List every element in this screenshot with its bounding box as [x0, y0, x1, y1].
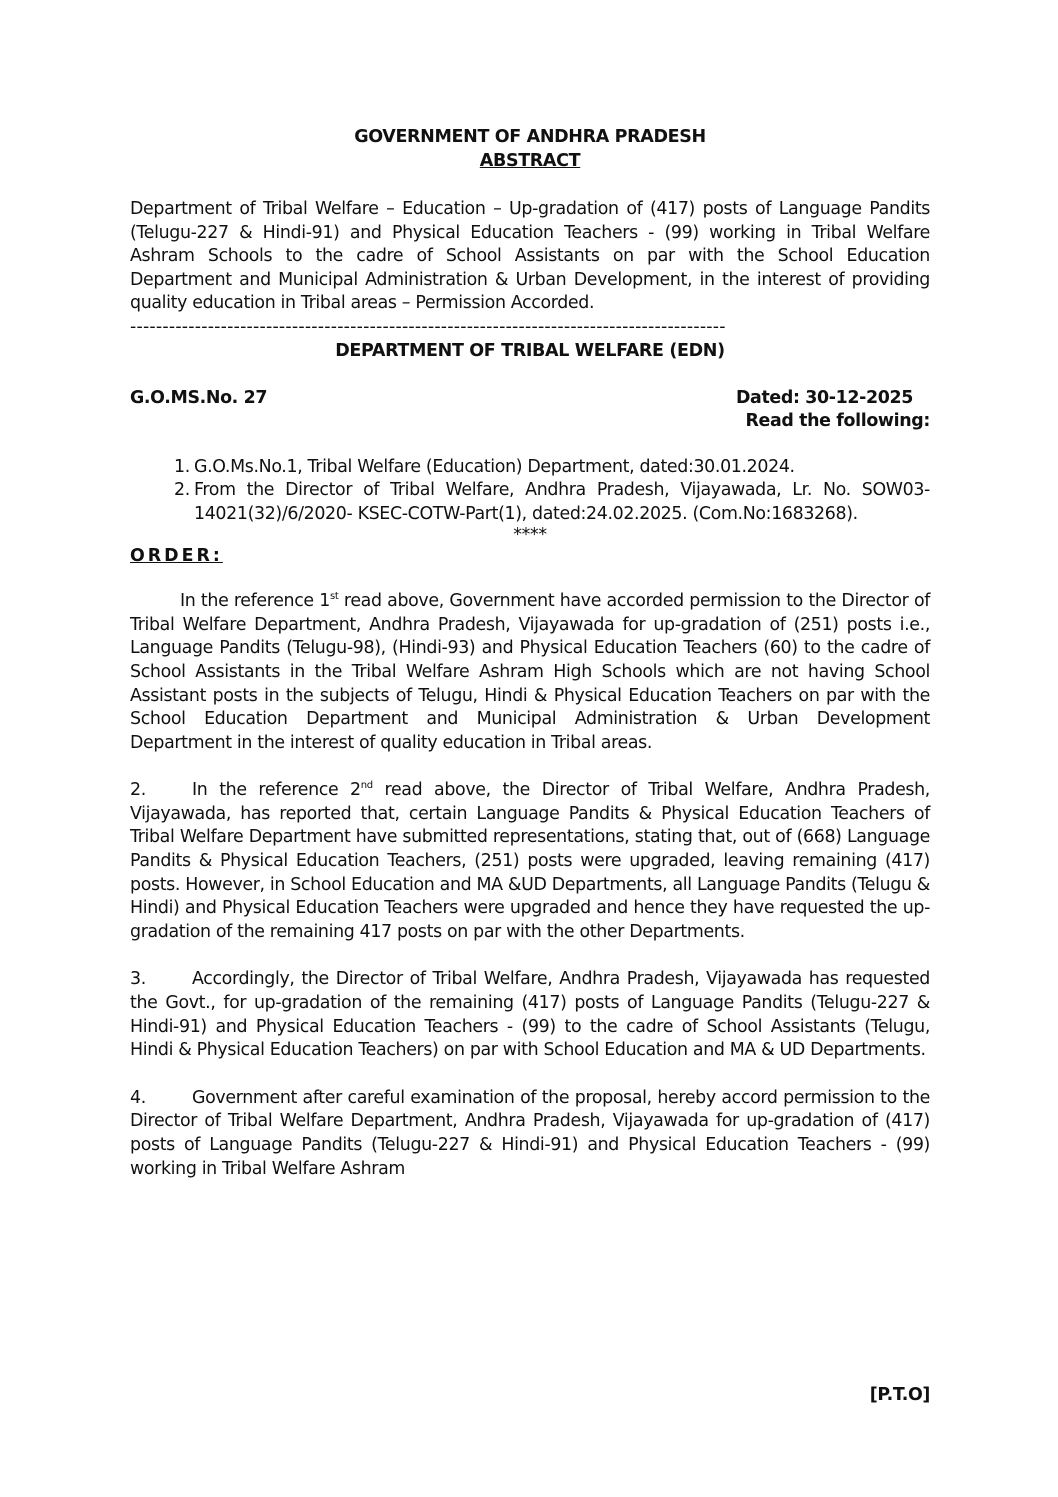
reference-item	[130, 479, 930, 526]
ordinal-suffix: st	[329, 591, 339, 603]
paragraph-text: In the reference 1	[180, 591, 330, 612]
reference-number: 2.	[174, 480, 190, 501]
reference-text: From the Director of Tribal Welfare, Andhra Pradesh, Vijayawada, Lr. No. SOW03-14021(32)/6/2020- KSEC-COTW-Part(1), dated:24.02.2025. (Com.No:1683268).	[194, 480, 930, 524]
government-heading: GOVERNMENT OF ANDHRA PRADESH	[354, 127, 706, 147]
divider-line: --------------------------------------------------------------------------------------------	[130, 317, 726, 336]
paragraph-number: 2.	[130, 780, 146, 801]
separator-stars: ****	[513, 524, 547, 545]
paragraph-text: read above, Government have accorded permission to the Director of Tribal Welfare Department, Andhra Pradesh, Vijayawada for up-gradation of (251) posts i.e., Language Pandits (Telugu-98), (Hindi-93) and Physical Education Teachers (60) to the cadre of School Assistants in the Tribal Welfare Ashram High Schools which are not having School Assistant posts in the subjects of Telugu, Hindi & Physical Education Teachers on par with the School Education Department and Municipal Administration & Urban Development Department in the interest of quality education in Tribal areas.	[130, 591, 931, 753]
paragraph-text: Government after careful examination of the proposal, hereby accord permission to the Director of Tribal Welfare Department, Andhra Pradesh, Vijayawada for up-gradation of (417) posts of Language Pandits (Telugu-227 & Hindi-91) and Physical Education Teachers - (99) working in Tribal Welfare Ashram	[130, 1087, 930, 1179]
read-following-label: Read the following:	[745, 411, 930, 432]
reference-item	[130, 456, 930, 480]
abstract-heading: ABSTRACT	[479, 151, 581, 171]
order-paragraph-3	[130, 968, 930, 1062]
paragraph-number: 4.	[130, 1087, 146, 1108]
paragraph-text: read above, the Director of Tribal Welfare, Andhra Pradesh, Vijayawada, has reported that, certain Language Pandits & Physical Education Teachers of Tribal Welfare Department have submitted representations, stating that, out of (668) Language Pandits & Physical Education Teachers, (251) posts were upgraded, leaving remaining (417) posts. However, in School Education and MA &UD Departments, all Language Pandits (Telugu & Hindi) and Physical Education Teachers were upgraded and hence they have requested the up-gradation of the remaining 417 posts on par with the other Departments.	[130, 780, 931, 942]
reference-text: G.O.Ms.No.1, Tribal Welfare (Education) Department, dated:30.01.2024.	[194, 456, 795, 477]
go-number: G.O.MS.No. 27	[130, 387, 268, 408]
ordinal-suffix: nd	[360, 780, 373, 792]
abstract-text: Department of Tribal Welfare – Education – Up-gradation of (417) posts of Language Pandits (Telugu-227 & Hindi-91) and Physical Education Teachers - (99) working in Tribal Welfare Ashram Schools to the cadre of School Assistants on par with the School Education Department and Municipal Administration & Urban Development, in the interest of providing quality education in Tribal areas – Permission Accorded.	[130, 199, 930, 314]
paragraph-text: Accordingly, the Director of Tribal Welfare, Andhra Pradesh, Vijayawada has requested the Govt., for up-gradation of the remaining (417) posts of Language Pandits (Telugu-227 & Hindi-91) and Physical Education Teachers - (99) to the cadre of School Assistants (Telugu, Hindi & Physical Education Teachers) on par with School Education and MA & UD Departments.	[130, 969, 930, 1061]
paragraph-text: In the reference 2	[192, 780, 361, 801]
order-paragraph-4	[130, 1087, 930, 1181]
department-heading: DEPARTMENT OF TRIBAL WELFARE (EDN)	[335, 340, 725, 361]
order-paragraph-2	[130, 779, 930, 944]
order-heading: ORDER:	[130, 545, 223, 566]
reference-number: 1.	[174, 456, 190, 477]
go-number-row	[130, 387, 930, 411]
pto-label: [P.T.O]	[869, 1385, 930, 1405]
order-paragraph-1	[130, 590, 930, 755]
references-list	[130, 456, 930, 527]
paragraph-number: 3.	[130, 969, 146, 990]
go-date: Dated: 30-12-2025	[735, 387, 913, 408]
go-document-page	[130, 125, 931, 1405]
